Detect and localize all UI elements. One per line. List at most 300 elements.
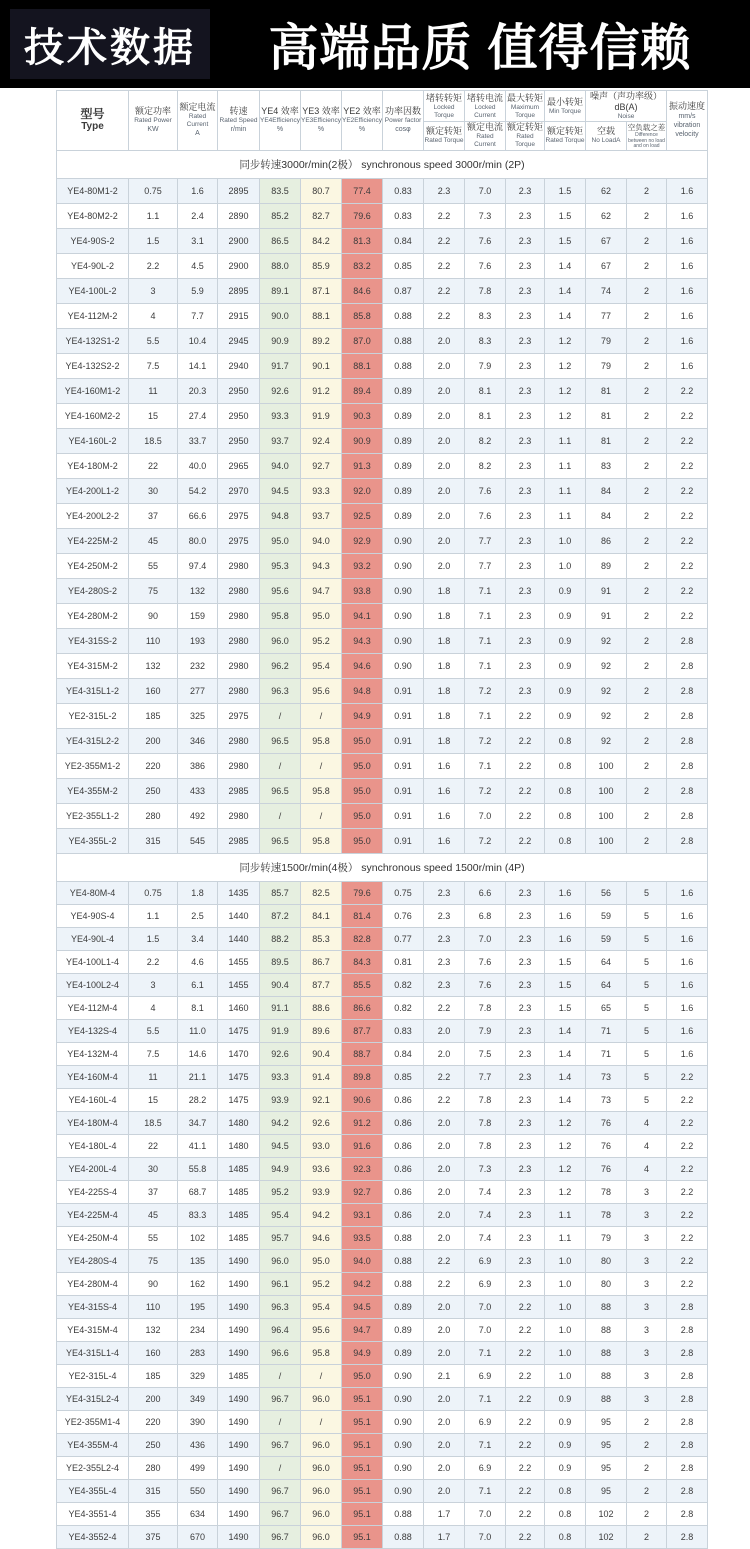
value-cell: 2.2 [506,1502,545,1525]
value-cell: 2.0 [424,378,465,403]
value-cell: 7.4 [465,1180,506,1203]
value-cell: 2.2 [506,1387,545,1410]
value-cell: 78 [586,1203,627,1226]
value-cell: 2.8 [667,678,708,703]
value-cell: 0.89 [383,503,424,528]
model-cell: YE4-280S-2 [57,578,129,603]
value-cell: 83.2 [342,253,383,278]
value-cell: 89.1 [260,278,301,303]
value-cell: 1.0 [545,528,586,553]
value-cell: 2 [627,503,667,528]
model-cell: YE4-100L2-4 [57,973,129,996]
value-cell: 2.3 [506,628,545,653]
value-cell: / [260,1456,301,1479]
col-header-max-torque: 最大转矩 Maximum Torque [506,91,545,122]
table-row [57,1019,708,1042]
value-cell: 2980 [218,628,260,653]
value-cell: 88.2 [260,927,301,950]
value-cell: 2 [627,1479,667,1502]
value-cell: 2.8 [667,828,708,853]
value-cell: 433 [178,778,218,803]
value-cell: 95.1 [342,1479,383,1502]
value-cell: 0.91 [383,703,424,728]
value-cell: 2.3 [424,950,465,973]
value-cell: 7.0 [465,1525,506,1548]
value-cell: 89.5 [260,950,301,973]
value-cell: 7.3 [465,203,506,228]
value-cell: 7.0 [465,927,506,950]
model-cell: YE2-355M1-2 [57,753,129,778]
value-cell: 2.3 [506,428,545,453]
table-row [57,478,708,503]
value-cell: 1.6 [667,328,708,353]
value-cell: 1.6 [667,278,708,303]
value-cell: 2 [627,428,667,453]
table-row [57,303,708,328]
value-cell: 83 [586,453,627,478]
value-cell: 545 [178,828,218,853]
value-cell: 4 [129,996,178,1019]
value-cell: 73 [586,1065,627,1088]
value-cell: 6.9 [465,1364,506,1387]
value-cell: 3 [627,1364,667,1387]
value-cell: 95.4 [301,1295,342,1318]
value-cell: 0.83 [383,1019,424,1042]
value-cell: 83.3 [178,1203,218,1226]
table-row [57,1341,708,1364]
value-cell: 1.4 [545,278,586,303]
value-cell: 2.2 [506,753,545,778]
model-cell: YE4-315M-2 [57,653,129,678]
value-cell: 1490 [218,1318,260,1341]
value-cell: 2.2 [506,703,545,728]
value-cell: 2.3 [506,950,545,973]
value-cell: 2.3 [506,653,545,678]
value-cell: 132 [129,653,178,678]
value-cell: 1.2 [545,1157,586,1180]
value-cell: 1.5 [545,950,586,973]
value-cell: 2.3 [506,1203,545,1226]
value-cell: 3 [627,1180,667,1203]
value-cell: 94.9 [342,703,383,728]
value-cell: 84 [586,478,627,503]
table-row [57,1318,708,1341]
value-cell: 1.0 [545,1272,586,1295]
value-cell: 92 [586,678,627,703]
value-cell: 2.0 [424,553,465,578]
value-cell: 81 [586,428,627,453]
model-cell: YE4-355M-4 [57,1433,129,1456]
value-cell: 4 [129,303,178,328]
value-cell: 185 [129,1364,178,1387]
value-cell: 349 [178,1387,218,1410]
value-cell: 0.83 [383,203,424,228]
value-cell: 110 [129,628,178,653]
value-cell: 95.0 [301,1249,342,1272]
value-cell: 2.2 [506,1295,545,1318]
col-subheader-rated-current: 额定电流 Rated Current [465,122,506,151]
value-cell: 2.8 [667,1502,708,1525]
value-cell: 14.1 [178,353,218,378]
value-cell: 1.6 [667,1019,708,1042]
section-title: 同步转速1500r/min(4极） synchronous speed 1500r/min (4P) [57,853,708,881]
value-cell: 2.2 [667,1203,708,1226]
value-cell: 2.0 [424,1318,465,1341]
value-cell: 5 [627,1065,667,1088]
value-cell: 0.89 [383,453,424,478]
value-cell: 81 [586,378,627,403]
value-cell: 7.7 [465,1065,506,1088]
value-cell: 6.9 [465,1410,506,1433]
value-cell: 2.8 [667,1456,708,1479]
col-subheader-noise-diff: 空负载之差 Difference between no load and on load [627,123,666,149]
value-cell: 92.5 [342,503,383,528]
value-cell: 2.3 [506,203,545,228]
value-cell: 2980 [218,728,260,753]
value-cell: 1480 [218,1111,260,1134]
value-cell: 95.6 [260,578,301,603]
value-cell: 88 [586,1295,627,1318]
value-cell: 90.4 [301,1042,342,1065]
value-cell: 2.0 [424,1456,465,1479]
value-cell: 2.3 [506,1019,545,1042]
model-cell: YE4-90L-4 [57,927,129,950]
col-header-min-torque: 最小转矩 Min Torque [545,91,586,122]
value-cell: 2.2 [667,453,708,478]
value-cell: 0.77 [383,927,424,950]
motor-spec-table [56,90,708,1549]
value-cell: 92.9 [342,528,383,553]
value-cell: 2 [627,203,667,228]
value-cell: / [260,803,301,828]
value-cell: 325 [178,703,218,728]
value-cell: 82.8 [342,927,383,950]
value-cell: 93.1 [342,1203,383,1226]
value-cell: 0.82 [383,996,424,1019]
value-cell: 7.6 [465,478,506,503]
value-cell: 100 [586,803,627,828]
value-cell: 1.6 [424,828,465,853]
value-cell: 59 [586,904,627,927]
value-cell: 96.0 [301,1387,342,1410]
value-cell: 3 [129,278,178,303]
value-cell: 2.2 [667,578,708,603]
value-cell: 4 [627,1157,667,1180]
value-cell: 75 [129,1249,178,1272]
table-row [57,1295,708,1318]
value-cell: 1.6 [667,881,708,904]
value-cell: 95.1 [342,1410,383,1433]
value-cell: 2895 [218,278,260,303]
value-cell: 2.3 [506,353,545,378]
value-cell: 2 [627,528,667,553]
value-cell: 37 [129,503,178,528]
value-cell: 0.90 [383,1433,424,1456]
value-cell: 94.8 [260,503,301,528]
value-cell: 160 [129,1341,178,1364]
value-cell: 1.2 [545,1134,586,1157]
value-cell: 7.7 [178,303,218,328]
value-cell: 0.75 [129,881,178,904]
value-cell: 7.1 [465,603,506,628]
model-cell: YE4-80M1-2 [57,178,129,203]
value-cell: 2.3 [506,1249,545,1272]
value-cell: 1490 [218,1433,260,1456]
model-cell: YE4-160M2-2 [57,403,129,428]
value-cell: 15 [129,1088,178,1111]
value-cell: 185 [129,703,178,728]
table-row [57,528,708,553]
value-cell: 5 [627,1019,667,1042]
value-cell: 2.8 [667,703,708,728]
value-cell: 94.0 [301,528,342,553]
value-cell: 2940 [218,353,260,378]
value-cell: 10.4 [178,328,218,353]
value-cell: 2.2 [424,1249,465,1272]
table-row [57,1157,708,1180]
model-cell: YE4-90L-2 [57,253,129,278]
model-cell: YE2-315L-4 [57,1364,129,1387]
section-header-row [57,853,708,881]
table-row [57,973,708,996]
value-cell: 55 [129,1226,178,1249]
value-cell: 200 [129,728,178,753]
value-cell: 95.7 [260,1226,301,1249]
table-row [57,996,708,1019]
value-cell: 2.2 [506,1479,545,1502]
value-cell: 7.5 [129,353,178,378]
value-cell: 2.2 [506,778,545,803]
value-cell: 1.4 [545,1042,586,1065]
value-cell: 2980 [218,553,260,578]
value-cell: 355 [129,1502,178,1525]
value-cell: 2 [627,228,667,253]
value-cell: 2.4 [178,203,218,228]
value-cell: 0.89 [383,403,424,428]
value-cell: 90.9 [260,328,301,353]
value-cell: 1.6 [667,228,708,253]
value-cell: 95.0 [342,803,383,828]
value-cell: 2.0 [424,1433,465,1456]
value-cell: 7.0 [465,1502,506,1525]
value-cell: 2.0 [424,478,465,503]
value-cell: 1.4 [545,1088,586,1111]
value-cell: 1.6 [667,303,708,328]
col-header-noise-group: 噪声（声功率级）dB(A) Noise [586,91,667,122]
value-cell: 95.0 [342,728,383,753]
value-cell: 95.8 [260,603,301,628]
value-cell: 250 [129,778,178,803]
table-row [57,1433,708,1456]
model-cell: YE4-160M1-2 [57,378,129,403]
value-cell: 33.7 [178,428,218,453]
value-cell: 2915 [218,303,260,328]
value-cell: 94.6 [342,653,383,678]
value-cell: 5 [627,904,667,927]
value-cell: 1.0 [545,1249,586,1272]
col-header-vibration: 振动速度 mm/s vibration velocity [667,91,708,151]
value-cell: 37 [129,1180,178,1203]
value-cell: 84 [586,503,627,528]
value-cell: 1.6 [545,904,586,927]
value-cell: 0.8 [545,778,586,803]
value-cell: 84.3 [342,950,383,973]
value-cell: 80 [586,1272,627,1295]
value-cell: 2 [627,253,667,278]
value-cell: 97.4 [178,553,218,578]
value-cell: 88 [586,1341,627,1364]
value-cell: 2.3 [424,178,465,203]
value-cell: 94.9 [260,1157,301,1180]
value-cell: 0.8 [545,803,586,828]
value-cell: 86.5 [260,228,301,253]
value-cell: 1.0 [545,1341,586,1364]
value-cell: 4.6 [178,950,218,973]
value-cell: 2.2 [667,478,708,503]
value-cell: 0.90 [383,553,424,578]
value-cell: 0.90 [383,628,424,653]
value-cell: 2 [627,478,667,503]
value-cell: 0.90 [383,653,424,678]
model-cell: YE4-112M-2 [57,303,129,328]
value-cell: 1485 [218,1203,260,1226]
value-cell: 2.2 [667,403,708,428]
value-cell: 499 [178,1456,218,1479]
value-cell: 95.0 [342,753,383,778]
value-cell: 2.3 [506,904,545,927]
value-cell: 1.5 [545,178,586,203]
value-cell: 2 [627,778,667,803]
model-cell: YE2-355M1-4 [57,1410,129,1433]
model-cell: YE4-132S2-2 [57,353,129,378]
value-cell: 1.1 [545,478,586,503]
value-cell: 220 [129,1410,178,1433]
col-header-rated-speed: 转速 Rated Speed r/min [218,91,260,151]
value-cell: 2.3 [506,678,545,703]
value-cell: 2 [627,678,667,703]
value-cell: 79 [586,353,627,378]
value-cell: 93.5 [342,1226,383,1249]
value-cell: 4 [627,1111,667,1134]
value-cell: 1475 [218,1065,260,1088]
value-cell: 2.2 [129,950,178,973]
value-cell: 94.1 [342,603,383,628]
value-cell: 0.91 [383,728,424,753]
value-cell: 3 [627,1387,667,1410]
value-cell: 2.0 [424,1134,465,1157]
value-cell: 2 [627,278,667,303]
value-cell: 100 [586,778,627,803]
value-cell: / [301,703,342,728]
value-cell: 1.0 [545,553,586,578]
value-cell: 2.2 [667,1134,708,1157]
value-cell: 110 [129,1295,178,1318]
value-cell: 86.7 [301,950,342,973]
value-cell: 94.2 [342,1272,383,1295]
value-cell: 2.2 [667,503,708,528]
value-cell: 96.7 [260,1525,301,1548]
value-cell: 1455 [218,973,260,996]
value-cell: 0.83 [383,178,424,203]
value-cell: 7.5 [465,1042,506,1065]
value-cell: 2.2 [667,1226,708,1249]
value-cell: 86.6 [342,996,383,1019]
value-cell: 2 [627,828,667,853]
value-cell: 1.6 [667,253,708,278]
value-cell: 7.3 [465,1157,506,1180]
value-cell: 18.5 [129,1111,178,1134]
value-cell: 0.88 [383,328,424,353]
value-cell: 2.2 [424,253,465,278]
value-cell: 1.6 [667,996,708,1019]
value-cell: 94.7 [301,578,342,603]
value-cell: 7.2 [465,728,506,753]
value-cell: 92.6 [260,1042,301,1065]
value-cell: 95.8 [301,828,342,853]
value-cell: 83.5 [260,178,301,203]
value-cell: 82.7 [301,203,342,228]
value-cell: 1.6 [424,753,465,778]
value-cell: 0.85 [383,253,424,278]
model-cell: YE4-80M2-2 [57,203,129,228]
value-cell: 7.7 [465,528,506,553]
table-row [57,881,708,904]
value-cell: 85.2 [260,203,301,228]
value-cell: 0.8 [545,1502,586,1525]
value-cell: 95.1 [342,1502,383,1525]
value-cell: 0.88 [383,303,424,328]
value-cell: 30 [129,1157,178,1180]
value-cell: 2975 [218,703,260,728]
value-cell: 1480 [218,1134,260,1157]
value-cell: 91.3 [342,453,383,478]
value-cell: 2.8 [667,653,708,678]
section-header-row [57,150,708,178]
value-cell: 80 [586,1249,627,1272]
value-cell: 234 [178,1318,218,1341]
value-cell: 7.9 [465,353,506,378]
col-header-locked-current: 堵转电流 Locked Current [465,91,506,122]
table-row [57,1364,708,1387]
value-cell: 1.8 [424,603,465,628]
value-cell: 2.2 [506,828,545,853]
value-cell: 2.3 [424,973,465,996]
value-cell: 1455 [218,950,260,973]
value-cell: 2950 [218,403,260,428]
value-cell: 2 [627,1456,667,1479]
value-cell: 7.7 [465,553,506,578]
value-cell: 0.9 [545,703,586,728]
table-row [57,1249,708,1272]
value-cell: 2 [627,1410,667,1433]
value-cell: 162 [178,1272,218,1295]
table-row [57,950,708,973]
value-cell: 2.8 [667,803,708,828]
value-cell: 95.1 [342,1433,383,1456]
value-cell: 95.1 [342,1387,383,1410]
value-cell: 85.9 [301,253,342,278]
value-cell: 1.2 [545,328,586,353]
value-cell: 2.0 [424,1387,465,1410]
value-cell: 7.1 [465,1341,506,1364]
value-cell: 7.1 [465,703,506,728]
value-cell: 2.3 [506,1157,545,1180]
value-cell: 0.8 [545,753,586,778]
value-cell: 1.2 [545,1180,586,1203]
model-cell: YE4-3551-4 [57,1502,129,1525]
model-cell: YE4-315L2-4 [57,1387,129,1410]
table-row [57,1180,708,1203]
